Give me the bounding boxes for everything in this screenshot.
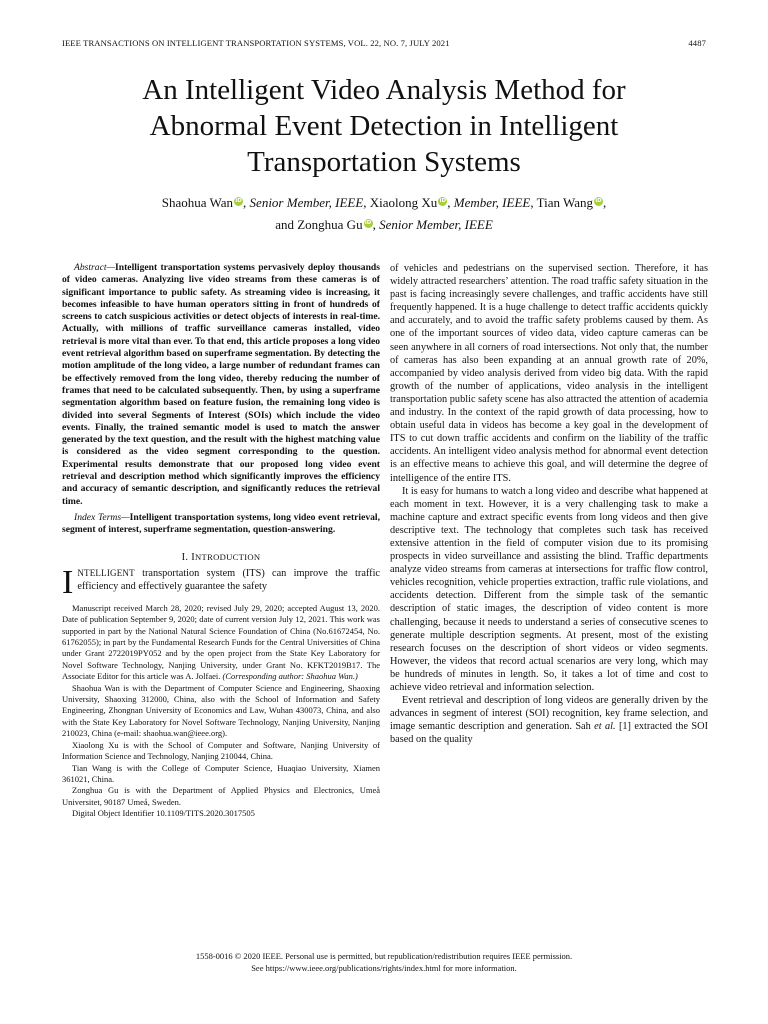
section-numeral: I. I	[181, 551, 196, 563]
body-text: [1] extracted the SOI based on the quality	[390, 721, 709, 746]
index-terms-dash: —	[121, 511, 130, 523]
author-role: Senior Member, IEEE	[379, 217, 493, 232]
footnote-manuscript-text: Manuscript received March 28, 2020; revised July 29, 2020; accepted August 13, 2020. Date of publication September 9, 2020; date of current version July 12, 2021. This work was supported in part by the National Natural Science Foundation of China (No.61672454, No. 61762055); in part by the Fundamental Research Funds for the Central Universities of China under Grant 2722019PY052 and by the open project from the State Key Laboratory for Novel Software Technology, Nanjing University, under Grant No. KFKT2019B17. The Associate Editor for this article was A. Jolfaei.	[62, 602, 380, 682]
title-line-3: Transportation Systems	[247, 146, 521, 178]
copyright-notice	[60, 950, 708, 974]
author-role: Member, IEEE	[453, 195, 531, 210]
title-line-2: Abnormal Event Detection in Intelligent	[149, 110, 619, 142]
index-terms	[62, 512, 380, 537]
author-name: Zonghua Gu	[297, 217, 363, 232]
author-role: Senior Member, IEEE	[249, 195, 364, 210]
title-line-1: An Intelligent Video Analysis Method for	[142, 74, 626, 106]
body-paragraph	[390, 694, 708, 746]
author-name: Tian Wang	[536, 195, 593, 210]
orcid-icon[interactable]: iD	[439, 198, 447, 204]
journal-name: IEEE TRANSACTIONS ON INTELLIGENT TRANSPORTATION SYSTEMS, VOL. 22, NO. 7, JULY 2021	[62, 38, 450, 48]
left-column	[62, 262, 380, 820]
footnote-doi: Digital Object Identifier 10.1109/TITS.2020.3017505	[72, 808, 255, 819]
drop-cap: I	[62, 563, 74, 601]
orcid-icon[interactable]: iD	[595, 198, 602, 204]
index-terms-lead: Index Terms	[74, 511, 122, 523]
author-name: Xiaolong Xu	[369, 195, 438, 210]
orcid-icon[interactable]: iD	[235, 198, 242, 204]
author-name: Shaohua Wan	[161, 195, 234, 210]
footnote-manuscript	[62, 603, 380, 683]
intro-first-word: NTELLIGENT	[77, 567, 135, 578]
footnotes	[62, 603, 380, 820]
author-list: Shaohua Wan iD, Senior Member, IEEE, Xiaolong Xu iD, Member, IEEE, Tian Wang iD, and Zonghua Gu iD, Senior Member, IEEE	[161, 195, 607, 232]
body-text-italic: et al.	[594, 721, 616, 733]
abstract-text: Intelligent transportation systems pervasively deploy thousands of video cameras. Analyzing live video streams from these cameras is of significant importance to public safety. As streaming video is increasing, it becomes infeasible to have human operators sitting in front of hundreds of screens to catch suspicious activities or detect objects of interests in real-time. Actually, with millions of traffic surveillance cameras installed, video retrieval is more vital than ever. To that end, this article proposes a long video event retrieval algorithm based on superframe segmentation. By detecting the motion amplitude of the long video, a large number of redundant frames can be effectively removed from the long video, thereby reducing the number of frames that need to be calculated subsequently. Then, by using a superframe segmentation algorithm based on feature fusion, the remaining long video is divided into several Segments of Interest (SOIs) which include the video events. Finally, the trained semantic model is used to match the answer generated by the text question, and the result with the highest matching value is considered as the video segment corresponding to the question. Experimental results demonstrate that our proposed long video event retrieval and description method which significantly improves the efficiency and accuracy of semantic description, and significantly reduces the retrieval time.	[62, 262, 380, 507]
author-conjunction: and	[275, 217, 294, 232]
corresponding-author: (Corresponding author: Shaohua Wan.)	[222, 671, 358, 682]
copyright-line: 1558-0016 © 2020 IEEE. Personal use is permitted, but republication/redistribution requires IEEE permission.	[195, 951, 573, 961]
body-paragraph: of vehicles and pedestrians on the supervised section. Therefore, it has widely attracted researchers’ attention. The road traffic safety situation in the past is facing increasingly severe challenges, and traffic accidents have still frequently happened. It is a huge challenge to detect traffic accidents quickly and accurately, and to avoid the traffic safety problems caused by them. As one of the important sources of video data, video capture cameras can be seen anywhere in all corners of road intersections. Not only that, the number of cameras has also been expanding at an annual growth rate of 20%, accompanied by video analysis derived from video big data. With the rapid growth of the number of applications, video analysis in the intelligent transportation public safety scene has also attracted the attention of academia and industry. In the context of the rapid growth of data processing, how to obtain useful data in videos has become a key goal in the development of ITS to cut down traffic accidents and confirm on the liability of the traffic accidents. An intelligent video analysis method for abnormal event detection is an effective means to achieve this goal, and will determine the degree of intelligence of the entire ITS.	[390, 263, 708, 484]
intro-text: transportation system (ITS) can improve the traffic efficiency and effectively guarantee the safety	[77, 567, 380, 592]
running-head	[62, 38, 706, 48]
abstract-dash: —	[106, 262, 116, 273]
orcid-icon[interactable]: iD	[364, 220, 372, 226]
footnote-affiliation: Zonghua Gu is with the Department of Applied Physics and Electronics, Umeå Universitet, 90187 Umeå, Sweden.	[62, 785, 380, 807]
footnote-affiliation: Tian Wang is with the College of Computer Science, Huaqiao University, Xiamen 361021, China.	[62, 762, 380, 784]
body-text: Event retrieval and description of long videos are generally driven by the advances in segment of interest (SOI) recognition, key frame selection, and image semantic description and generation. Sah	[390, 695, 708, 733]
right-column	[390, 262, 708, 746]
rights-link[interactable]: See https://www.ieee.org/publications/rights/index.html for more information.	[251, 963, 517, 973]
section-heading-introduction	[62, 551, 380, 564]
body-paragraph: It is easy for humans to watch a long video and describe what happened at each moment in text. However, it is a very challenging task to make a machine capture and extract specific events from long videos and then give descriptive text. The technology that completes such task has received extensive attention in the field of computer vision due to its promising prospects in video surveillance and assisting the blind. Traffic departments analyze video streams from cameras at intersections for traffic flow control, vehicles recognition, vehicle properties extraction, traffic rule violations, and accidents detection. Different from the simple task of the semantic description of static images, the description of video content is more challenging, because it needs to understand a series of consecutive scenes to generate multiple description segments. At present, most of the existing research focuses on the description of short videos or video segments. However, the videos that record actual scenarios are very long, which may be hundreds of minutes in length. So, it takes a lot of time and cost to achieve video retrieval and information selection.	[390, 485, 708, 693]
footnote-affiliation: Shaohua Wan is with the Department of Computer Science and Engineering, Shaoxing University, Shaoxing 312000, China, also with the School of Information and Safety Engineering, Zhongnan University of Economics and Law, Wuhan 430073, China, and also with the State Key Laboratory for Novel Software Technology, Nanjing University, Nanjing 210023, China (e-mail: shaohua.wan@ieee.org).	[62, 682, 380, 739]
abstract-lead: Abstract	[74, 262, 107, 273]
page-number: 4487	[688, 38, 706, 48]
paper-title	[60, 72, 708, 180]
index-terms-text: Intelligent transportation systems, long video event retrieval, segment of interest, superframe segmentation, question-answering.	[62, 511, 380, 536]
intro-paragraph	[62, 563, 380, 601]
footnote-affiliation: Xiaolong Xu is with the School of Computer and Software, Nanjing University of Information Science and Technology, Nanjing 210044, China.	[62, 739, 380, 762]
section-title: NTRODUCTION	[195, 551, 261, 562]
abstract	[62, 262, 380, 508]
